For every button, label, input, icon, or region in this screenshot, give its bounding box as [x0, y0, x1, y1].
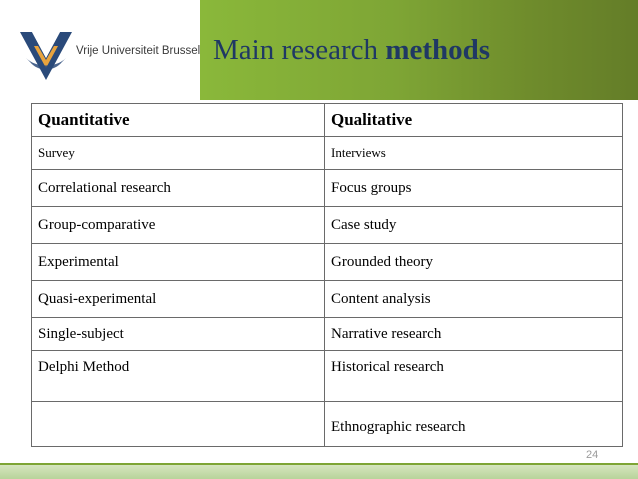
- footer-band: [0, 463, 638, 479]
- table-header-row: [32, 104, 623, 137]
- slide-title: [213, 34, 490, 67]
- quantitative-cell: Single-subject: [32, 318, 325, 351]
- quantitative-cell: Experimental: [32, 244, 325, 281]
- quantitative-cell: Quasi-experimental: [32, 281, 325, 318]
- table-row: [32, 351, 623, 402]
- qualitative-cell: Narrative research: [325, 318, 623, 351]
- qualitative-cell: Ethnographic research: [325, 402, 623, 447]
- qualitative-cell: Interviews: [325, 137, 623, 170]
- table-row: [32, 170, 623, 207]
- logo-text: Vrije Universiteit Brussel: [76, 45, 201, 57]
- slide-title-bold: methods: [385, 34, 491, 66]
- header-quantitative: Quantitative: [32, 104, 325, 137]
- quantitative-cell: Group-comparative: [32, 207, 325, 244]
- table-row: [32, 281, 623, 318]
- qualitative-cell: Content analysis: [325, 281, 623, 318]
- table-row: [32, 318, 623, 351]
- qualitative-cell: Historical research: [325, 351, 623, 402]
- qualitative-cell: Grounded theory: [325, 244, 623, 281]
- quantitative-cell: [32, 402, 325, 447]
- university-logo: [18, 28, 203, 83]
- methods-table: [31, 103, 623, 447]
- table-row: [32, 207, 623, 244]
- table-row: [32, 244, 623, 281]
- page-number: 24: [586, 449, 599, 461]
- table-row: [32, 402, 623, 447]
- qualitative-cell: Case study: [325, 207, 623, 244]
- vub-logo-icon: [18, 28, 74, 83]
- header-qualitative: Qualitative: [325, 104, 623, 137]
- quantitative-cell: Delphi Method: [32, 351, 325, 402]
- slide-title-plain: Main research: [213, 34, 386, 66]
- table-row: [32, 137, 623, 170]
- qualitative-cell: Focus groups: [325, 170, 623, 207]
- quantitative-cell: Survey: [32, 137, 325, 170]
- quantitative-cell: Correlational research: [32, 170, 325, 207]
